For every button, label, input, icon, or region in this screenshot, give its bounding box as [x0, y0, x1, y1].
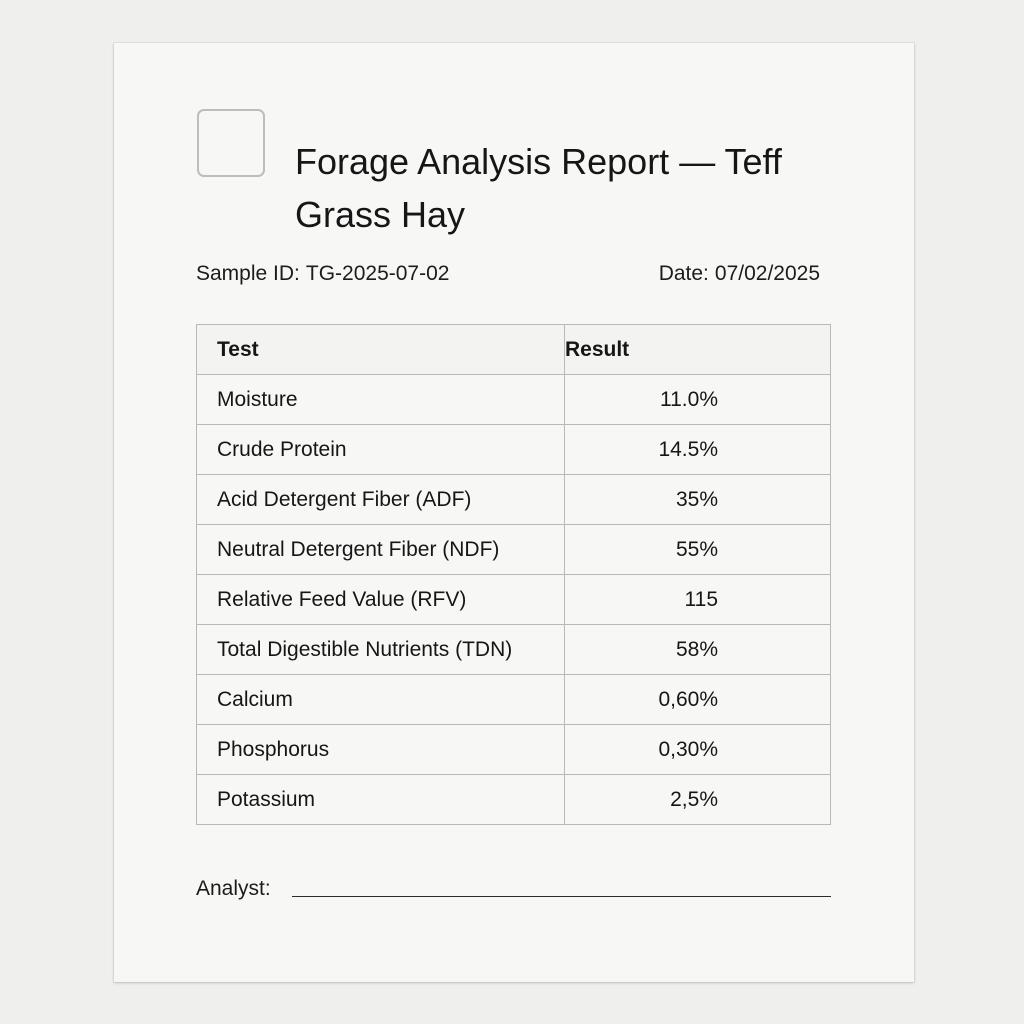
report-title: Forage Analysis Report — Teff Grass Hay: [295, 141, 782, 235]
report-date: [659, 260, 820, 288]
analyst-label: Analyst:: [196, 877, 271, 900]
test-name: Relative Feed Value (RFV): [197, 575, 565, 625]
test-name: Moisture: [197, 375, 565, 425]
table-header-row: [197, 325, 831, 375]
test-result: 11.0%: [565, 375, 831, 425]
test-result: 58%: [565, 625, 831, 675]
analyst-signature-line: [292, 896, 831, 897]
table-row: [197, 425, 831, 475]
test-name: Crude Protein: [197, 425, 565, 475]
header-test: Test: [197, 325, 565, 375]
header-result: Result: [565, 325, 831, 375]
sample-id: [196, 260, 449, 288]
table-row: [197, 575, 831, 625]
table-row: [197, 675, 831, 725]
test-result: 14.5%: [565, 425, 831, 475]
test-name: Potassium: [197, 775, 565, 825]
test-result: 0,30%: [565, 725, 831, 775]
table-row: [197, 625, 831, 675]
date-label: Date:: [658, 262, 709, 285]
table-row: [197, 525, 831, 575]
test-name: Calcium: [197, 675, 565, 725]
test-name: Neutral Detergent Fiber (NDF): [197, 525, 565, 575]
test-result: 35%: [565, 475, 831, 525]
logo-placeholder: [197, 109, 265, 177]
report-sheet: [114, 43, 914, 982]
table-row: [197, 475, 831, 525]
test-result: 115: [565, 575, 831, 625]
sample-id-label: Sample ID:: [196, 262, 300, 285]
test-name: Phosphorus: [197, 725, 565, 775]
test-name: Acid Detergent Fiber (ADF): [197, 475, 565, 525]
table-row: [197, 725, 831, 775]
table-row: [197, 775, 831, 825]
sample-id-value: TG-2025-07-02: [305, 262, 450, 285]
date-value: 07/02/2025: [714, 262, 820, 285]
test-name: Total Digestible Nutrients (TDN): [197, 625, 565, 675]
results-table: [196, 324, 831, 825]
table-row: [197, 375, 831, 425]
test-result: 2,5%: [565, 775, 831, 825]
test-result: 55%: [565, 525, 831, 575]
test-result: 0,60%: [565, 675, 831, 725]
